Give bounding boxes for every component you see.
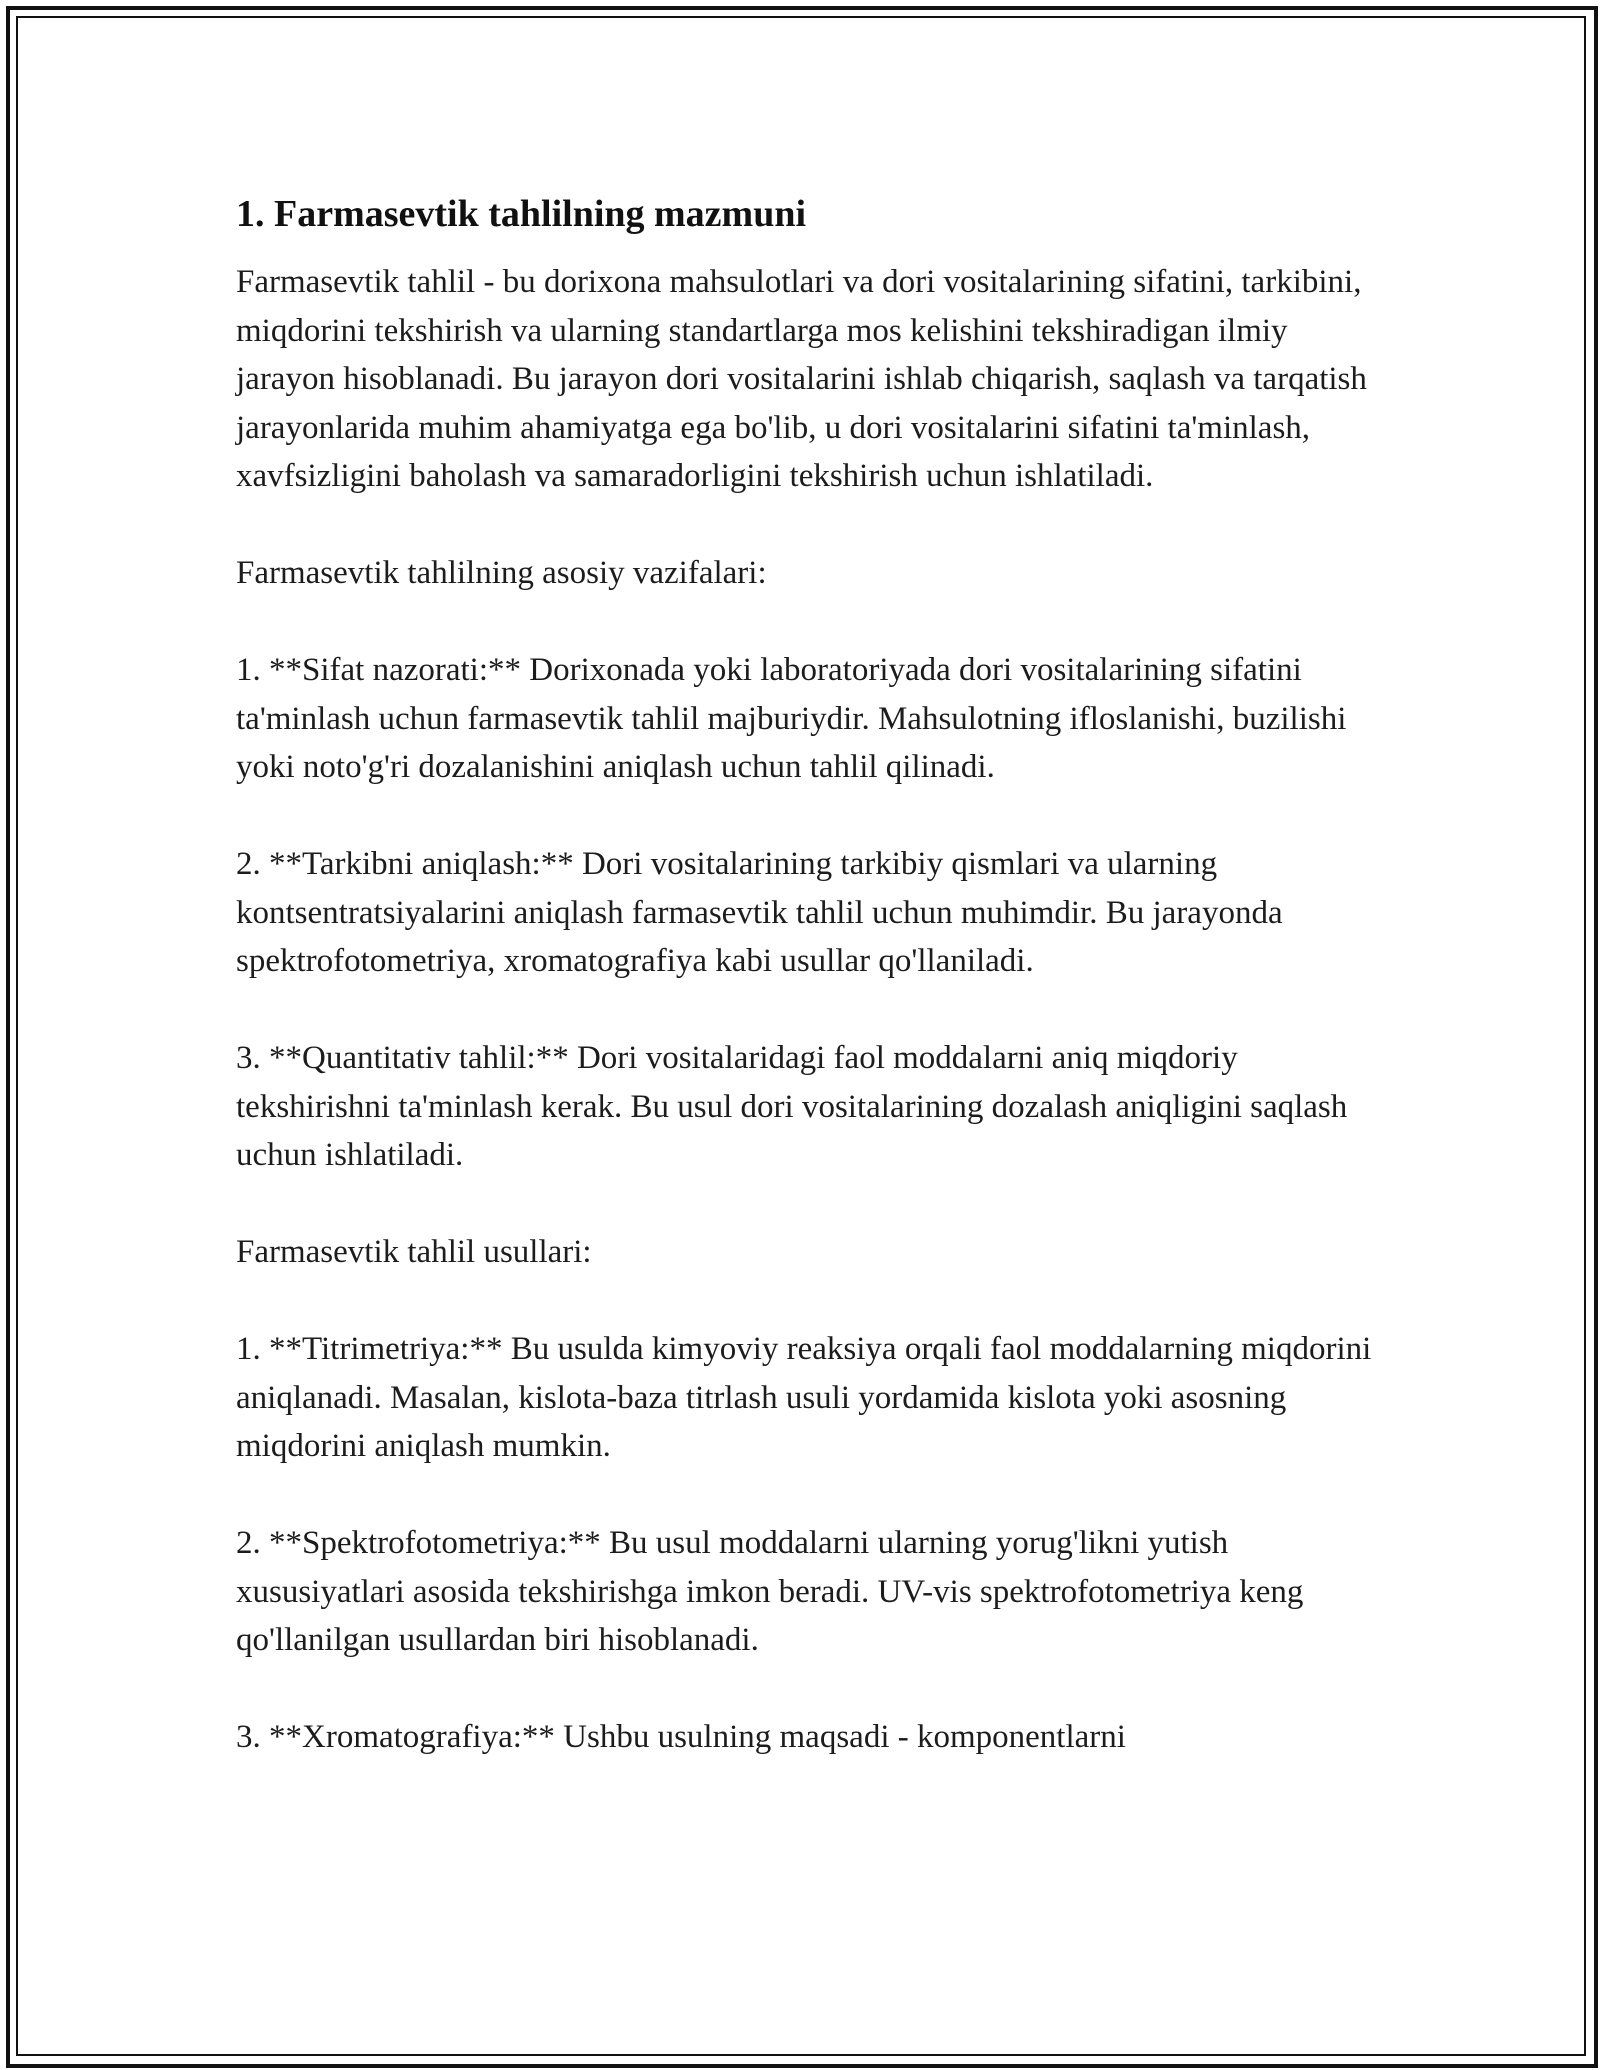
intro-paragraph: Farmasevtik tahlil - bu dorixona mahsulotlari va dori vositalarining sifatini, tarkibini, miqdorini tekshirish va ularning standartlarga mos kelishini tekshiradigan ilmiy jarayon hisoblanadi. Bu jarayon dori vositalarini ishlab chiqarish, saqlash va tarqatish jarayonlarida muhim ahamiyatga ega bo'lib, u dori vositalarini sifatini ta'minlash, xavfsizligini baholash va samaradorligini tekshirish uchun ishlatiladi. (236, 264, 1367, 494)
document-body (236, 188, 1386, 1762)
method-item-1: 1. **Titrimetriya:** Bu usulda kimyoviy reaksiya orqali faol moddalarning miqdorini aniqlanadi. Masalan, kislota-baza titrlash usuli yordamida kislota yoki asosning miqdorini aniqlash mumkin. (236, 1331, 1372, 1464)
task-item-2: 2. **Tarkibni aniqlash:** Dori vositalarining tarkibiy qismlari va ularning kontsentratsiyalarini aniqlash farmasevtik tahlil uchun muhimdir. Bu jarayonda spektrofotometriya, xromatografiya kabi usullar qo'llaniladi. (236, 846, 1283, 979)
method-item-3: 3. **Xromatografiya:** Ushbu usulning maqsadi - komponentlarni (236, 1719, 1126, 1755)
tasks-intro-paragraph: Farmasevtik tahlilning asosiy vazifalari: (236, 555, 767, 591)
task-item-1: 1. **Sifat nazorati:** Dorixonada yoki laboratoriyada dori vositalarining sifatini ta'minlash uchun farmasevtik tahlil majburiydir. Mahsulotning ifloslanishi, buzilishi yoki noto'g'ri dozalanishini aniqlash uchun tahlil qilinadi. (236, 652, 1347, 785)
methods-intro-paragraph: Farmasevtik tahlil usullari: (236, 1234, 592, 1270)
section-heading: 1. Farmasevtik tahlilning mazmuni (236, 193, 807, 235)
method-item-2: 2. **Spektrofotometriya:** Bu usul moddalarni ularning yorug'likni yutish xususiyatlari asosida tekshirishga imkon beradi. UV-vis spektrofotometriya keng qo'llanilgan usullardan biri hisoblanadi. (236, 1525, 1304, 1658)
task-item-3: 3. **Quantitativ tahlil:** Dori vositalaridagi faol moddalarni aniq miqdoriy tekshirishni ta'minlash kerak. Bu usul dori vositalarining dozalash aniqligini saqlash uchun ishlatiladi. (236, 1040, 1348, 1173)
